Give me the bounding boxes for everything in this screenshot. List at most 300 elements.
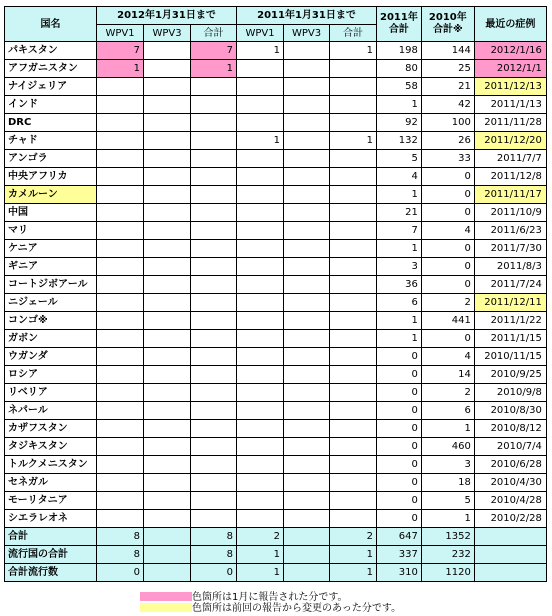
count-cell: 1	[97, 60, 144, 78]
count-cell	[237, 168, 284, 186]
count-cell: 92	[377, 114, 422, 132]
count-cell	[191, 168, 237, 186]
total-count-cell	[144, 528, 191, 546]
count-cell	[97, 492, 144, 510]
count-cell	[144, 96, 191, 114]
count-cell	[284, 492, 330, 510]
count-cell	[237, 384, 284, 402]
total-count-cell	[284, 528, 330, 546]
total-count-cell: 2	[237, 528, 284, 546]
count-cell	[237, 438, 284, 456]
count-cell	[97, 204, 144, 222]
count-cell	[191, 330, 237, 348]
count-cell	[97, 348, 144, 366]
count-cell	[144, 312, 191, 330]
country-cell: DRC	[5, 114, 97, 132]
count-cell	[284, 240, 330, 258]
latest-case-cell: 2011/1/22	[474, 312, 546, 330]
country-cell: アンゴラ	[5, 150, 97, 168]
count-cell: 4	[421, 222, 474, 240]
count-cell: 0	[377, 420, 422, 438]
country-cell: ギニア	[5, 258, 97, 276]
count-cell	[330, 114, 377, 132]
count-cell	[237, 276, 284, 294]
count-cell	[237, 222, 284, 240]
count-cell: 198	[377, 42, 422, 60]
table-row	[5, 204, 547, 222]
table-row	[5, 366, 547, 384]
count-cell: 1	[377, 96, 422, 114]
count-cell	[237, 60, 284, 78]
count-cell: 0	[421, 186, 474, 204]
count-cell: 5	[377, 150, 422, 168]
count-cell: 1	[421, 420, 474, 438]
total-count-cell: 8	[97, 546, 144, 564]
header-2012-wpv1: WPV1	[97, 25, 144, 42]
count-cell	[144, 222, 191, 240]
count-cell: 0	[377, 456, 422, 474]
count-cell	[97, 150, 144, 168]
count-cell	[97, 258, 144, 276]
count-cell	[284, 402, 330, 420]
count-cell	[330, 96, 377, 114]
count-cell: 0	[377, 438, 422, 456]
count-cell: 1	[377, 240, 422, 258]
count-cell	[330, 186, 377, 204]
table-row	[5, 240, 547, 258]
country-cell: インド	[5, 96, 97, 114]
table-row	[5, 330, 547, 348]
count-cell: 0	[377, 492, 422, 510]
latest-case-cell: 2011/7/24	[474, 276, 546, 294]
latest-case-cell: 2012/1/1	[474, 60, 546, 78]
count-cell: 1	[421, 510, 474, 528]
count-cell	[191, 312, 237, 330]
count-cell: 2	[421, 384, 474, 402]
country-cell: トルクメニスタン	[5, 456, 97, 474]
count-cell	[330, 402, 377, 420]
total-label-cell: 合計	[5, 528, 97, 546]
count-cell: 0	[421, 204, 474, 222]
header-2012-wpv3: WPV3	[144, 25, 191, 42]
count-cell	[237, 402, 284, 420]
count-cell: 1	[330, 42, 377, 60]
total-count-cell	[284, 546, 330, 564]
country-cell: パキスタン	[5, 42, 97, 60]
total-count-cell	[284, 564, 330, 582]
count-cell	[144, 60, 191, 78]
count-cell: 0	[377, 384, 422, 402]
count-cell: 36	[377, 276, 422, 294]
table-row	[5, 150, 547, 168]
count-cell	[284, 510, 330, 528]
count-cell	[237, 114, 284, 132]
count-cell	[237, 312, 284, 330]
count-cell	[97, 456, 144, 474]
legend-pink-swatch	[140, 592, 192, 601]
count-cell	[191, 96, 237, 114]
count-cell	[191, 78, 237, 96]
count-cell	[330, 60, 377, 78]
count-cell	[284, 78, 330, 96]
total-count-cell: 1	[237, 546, 284, 564]
total-count-cell	[144, 564, 191, 582]
total-count-cell: 232	[421, 546, 474, 564]
country-cell: ネパール	[5, 402, 97, 420]
count-cell: 1	[330, 132, 377, 150]
count-cell	[191, 294, 237, 312]
count-cell	[191, 438, 237, 456]
count-cell	[330, 384, 377, 402]
latest-case-cell: 2010/6/28	[474, 456, 546, 474]
count-cell	[284, 276, 330, 294]
count-cell	[284, 312, 330, 330]
count-cell	[284, 150, 330, 168]
count-cell: 0	[421, 330, 474, 348]
count-cell	[144, 276, 191, 294]
count-cell: 100	[421, 114, 474, 132]
count-cell	[144, 384, 191, 402]
table-row	[5, 510, 547, 528]
count-cell	[144, 168, 191, 186]
count-cell	[144, 132, 191, 150]
total-count-cell: 8	[191, 528, 237, 546]
total-count-cell: 1	[237, 564, 284, 582]
count-cell: 4	[377, 168, 422, 186]
count-cell	[330, 276, 377, 294]
legend-yellow-text: 色箇所は前回の報告から変更のあった分です。	[192, 603, 402, 614]
total-count-cell: 1	[330, 564, 377, 582]
country-cell: モーリタニア	[5, 492, 97, 510]
count-cell	[237, 420, 284, 438]
total-count-cell: 8	[191, 546, 237, 564]
country-cell: カザフスタン	[5, 420, 97, 438]
count-cell	[191, 420, 237, 438]
count-cell	[237, 204, 284, 222]
count-cell	[284, 222, 330, 240]
country-cell: マリ	[5, 222, 97, 240]
table-row	[5, 312, 547, 330]
count-cell: 1	[377, 312, 422, 330]
count-cell: 0	[421, 258, 474, 276]
count-cell: 0	[377, 474, 422, 492]
count-cell: 1	[377, 330, 422, 348]
count-cell	[144, 240, 191, 258]
table-row	[5, 402, 547, 420]
count-cell: 3	[421, 456, 474, 474]
count-cell: 80	[377, 60, 422, 78]
count-cell: 132	[377, 132, 422, 150]
country-cell: ニジェール	[5, 294, 97, 312]
legend-yellow-swatch	[140, 603, 192, 612]
count-cell: 144	[421, 42, 474, 60]
latest-case-cell: 2011/7/7	[474, 150, 546, 168]
count-cell	[191, 204, 237, 222]
latest-case-cell: 2011/12/11	[474, 294, 546, 312]
header-total-2010: 2010年 合計※	[421, 7, 474, 42]
table-row	[5, 276, 547, 294]
count-cell	[284, 96, 330, 114]
table-row	[5, 168, 547, 186]
count-cell	[97, 510, 144, 528]
count-cell	[191, 348, 237, 366]
total-count-cell	[474, 546, 546, 564]
count-cell: 1	[377, 186, 422, 204]
count-cell	[237, 348, 284, 366]
count-cell	[330, 348, 377, 366]
count-cell: 2	[421, 294, 474, 312]
count-cell	[284, 258, 330, 276]
count-cell	[97, 438, 144, 456]
count-cell	[191, 366, 237, 384]
count-cell	[284, 42, 330, 60]
count-cell	[284, 456, 330, 474]
header-2011-wpv1: WPV1	[237, 25, 284, 42]
count-cell	[191, 384, 237, 402]
count-cell: 0	[377, 348, 422, 366]
country-cell: ケニア	[5, 240, 97, 258]
count-cell	[330, 438, 377, 456]
count-cell: 1	[191, 60, 237, 78]
count-cell	[330, 456, 377, 474]
table-row	[5, 96, 547, 114]
total-count-cell: 337	[377, 546, 422, 564]
table-row	[5, 132, 547, 150]
table-row	[5, 42, 547, 60]
count-cell	[144, 294, 191, 312]
header-group-2011: 2011年1月31日まで	[237, 7, 377, 25]
count-cell: 0	[421, 168, 474, 186]
country-cell: 中国	[5, 204, 97, 222]
total-row	[5, 528, 547, 546]
latest-case-cell: 2011/12/13	[474, 78, 546, 96]
header-group-2012: 2012年1月31日まで	[97, 7, 237, 25]
count-cell	[330, 492, 377, 510]
country-cell: ウガンダ	[5, 348, 97, 366]
count-cell	[237, 510, 284, 528]
total-count-cell: 1	[330, 546, 377, 564]
count-cell	[330, 204, 377, 222]
count-cell	[330, 474, 377, 492]
country-cell: コートジボアール	[5, 276, 97, 294]
count-cell	[237, 456, 284, 474]
total-count-cell: 310	[377, 564, 422, 582]
count-cell	[144, 114, 191, 132]
latest-case-cell: 2010/9/8	[474, 384, 546, 402]
latest-case-cell: 2011/11/28	[474, 114, 546, 132]
count-cell	[237, 366, 284, 384]
count-cell: 4	[421, 348, 474, 366]
header-2011-sum: 合計	[330, 25, 377, 42]
table-row	[5, 258, 547, 276]
latest-case-cell: 2010/8/30	[474, 402, 546, 420]
count-cell	[97, 168, 144, 186]
header-2011-wpv3: WPV3	[284, 25, 330, 42]
count-cell	[191, 456, 237, 474]
country-cell: タジキスタン	[5, 438, 97, 456]
count-cell	[330, 294, 377, 312]
total-row	[5, 564, 547, 582]
total-row	[5, 546, 547, 564]
count-cell	[330, 366, 377, 384]
total-label-cell: 流行国の合計	[5, 546, 97, 564]
count-cell	[284, 384, 330, 402]
total-count-cell	[474, 528, 546, 546]
total-count-cell: 1352	[421, 528, 474, 546]
count-cell	[144, 348, 191, 366]
total-count-cell: 0	[97, 564, 144, 582]
count-cell	[97, 96, 144, 114]
country-cell: ナイジェリア	[5, 78, 97, 96]
count-cell	[97, 330, 144, 348]
count-cell	[237, 186, 284, 204]
count-cell: 26	[421, 132, 474, 150]
total-count-cell: 8	[97, 528, 144, 546]
total-label-cell: 合計流行数	[5, 564, 97, 582]
count-cell	[97, 384, 144, 402]
count-cell: 7	[97, 42, 144, 60]
count-cell	[330, 312, 377, 330]
count-cell	[144, 366, 191, 384]
count-cell: 7	[377, 222, 422, 240]
country-cell: シエラレオネ	[5, 510, 97, 528]
table-row	[5, 114, 547, 132]
count-cell	[97, 402, 144, 420]
count-cell	[237, 330, 284, 348]
latest-case-cell: 2010/2/28	[474, 510, 546, 528]
latest-case-cell: 2011/12/20	[474, 132, 546, 150]
count-cell	[330, 168, 377, 186]
count-cell	[191, 402, 237, 420]
latest-case-cell: 2010/7/4	[474, 438, 546, 456]
count-cell	[97, 294, 144, 312]
count-cell	[191, 258, 237, 276]
legend-yellow	[140, 603, 401, 614]
country-cell: チャド	[5, 132, 97, 150]
table-row	[5, 294, 547, 312]
latest-case-cell: 2010/4/28	[474, 492, 546, 510]
legend-pink	[140, 592, 348, 603]
count-cell: 6	[421, 402, 474, 420]
count-cell	[237, 96, 284, 114]
count-cell	[97, 222, 144, 240]
count-cell	[191, 132, 237, 150]
count-cell: 0	[377, 402, 422, 420]
latest-case-cell: 2011/6/23	[474, 222, 546, 240]
latest-case-cell: 2010/4/30	[474, 474, 546, 492]
count-cell: 33	[421, 150, 474, 168]
country-cell: セネガル	[5, 474, 97, 492]
count-cell	[284, 204, 330, 222]
latest-case-cell: 2011/8/3	[474, 258, 546, 276]
count-cell: 441	[421, 312, 474, 330]
count-cell	[97, 276, 144, 294]
latest-case-cell: 2011/12/8	[474, 168, 546, 186]
count-cell: 3	[377, 258, 422, 276]
count-cell	[97, 78, 144, 96]
count-cell	[97, 420, 144, 438]
count-cell	[191, 492, 237, 510]
count-cell	[284, 294, 330, 312]
count-cell: 0	[377, 510, 422, 528]
count-cell	[330, 240, 377, 258]
total-count-cell: 2	[330, 528, 377, 546]
count-cell	[191, 510, 237, 528]
count-cell	[144, 402, 191, 420]
count-cell	[97, 474, 144, 492]
count-cell: 460	[421, 438, 474, 456]
count-cell	[144, 438, 191, 456]
count-cell: 6	[377, 294, 422, 312]
total-count-cell	[474, 564, 546, 582]
count-cell	[97, 132, 144, 150]
count-cell	[330, 510, 377, 528]
count-cell: 58	[377, 78, 422, 96]
count-cell: 5	[421, 492, 474, 510]
count-cell	[144, 258, 191, 276]
count-cell	[330, 258, 377, 276]
count-cell	[144, 420, 191, 438]
total-count-cell: 0	[191, 564, 237, 582]
count-cell	[284, 330, 330, 348]
table-row	[5, 492, 547, 510]
count-cell	[144, 492, 191, 510]
count-cell: 0	[421, 276, 474, 294]
legend-pink-text: 色箇所は1月に報告された分です。	[192, 592, 348, 603]
table-row	[5, 348, 547, 366]
count-cell	[284, 60, 330, 78]
country-cell: コンゴ※	[5, 312, 97, 330]
table-row	[5, 420, 547, 438]
total-count-cell	[144, 546, 191, 564]
count-cell	[330, 420, 377, 438]
country-cell: アフガニスタン	[5, 60, 97, 78]
header-country: 国名	[5, 7, 97, 42]
latest-case-cell: 2012/1/16	[474, 42, 546, 60]
count-cell	[237, 474, 284, 492]
count-cell	[191, 186, 237, 204]
count-cell	[284, 186, 330, 204]
count-cell	[144, 456, 191, 474]
count-cell: 0	[377, 366, 422, 384]
count-cell	[97, 114, 144, 132]
header-total-2011: 2011年 合計	[377, 7, 422, 42]
count-cell	[191, 222, 237, 240]
count-cell: 21	[421, 78, 474, 96]
count-cell: 7	[191, 42, 237, 60]
country-cell: ガボン	[5, 330, 97, 348]
country-cell: ロシア	[5, 366, 97, 384]
count-cell	[330, 78, 377, 96]
count-cell	[284, 168, 330, 186]
table-row	[5, 186, 547, 204]
count-cell	[191, 474, 237, 492]
total-count-cell: 647	[377, 528, 422, 546]
count-cell	[97, 240, 144, 258]
count-cell	[144, 78, 191, 96]
count-cell	[284, 366, 330, 384]
count-cell	[237, 150, 284, 168]
count-cell	[237, 492, 284, 510]
table-row	[5, 78, 547, 96]
count-cell	[191, 276, 237, 294]
count-cell: 42	[421, 96, 474, 114]
polio-cases-table	[4, 6, 547, 582]
count-cell: 1	[237, 132, 284, 150]
latest-case-cell: 2011/7/30	[474, 240, 546, 258]
total-count-cell: 1120	[421, 564, 474, 582]
latest-case-cell: 2011/11/17	[474, 186, 546, 204]
